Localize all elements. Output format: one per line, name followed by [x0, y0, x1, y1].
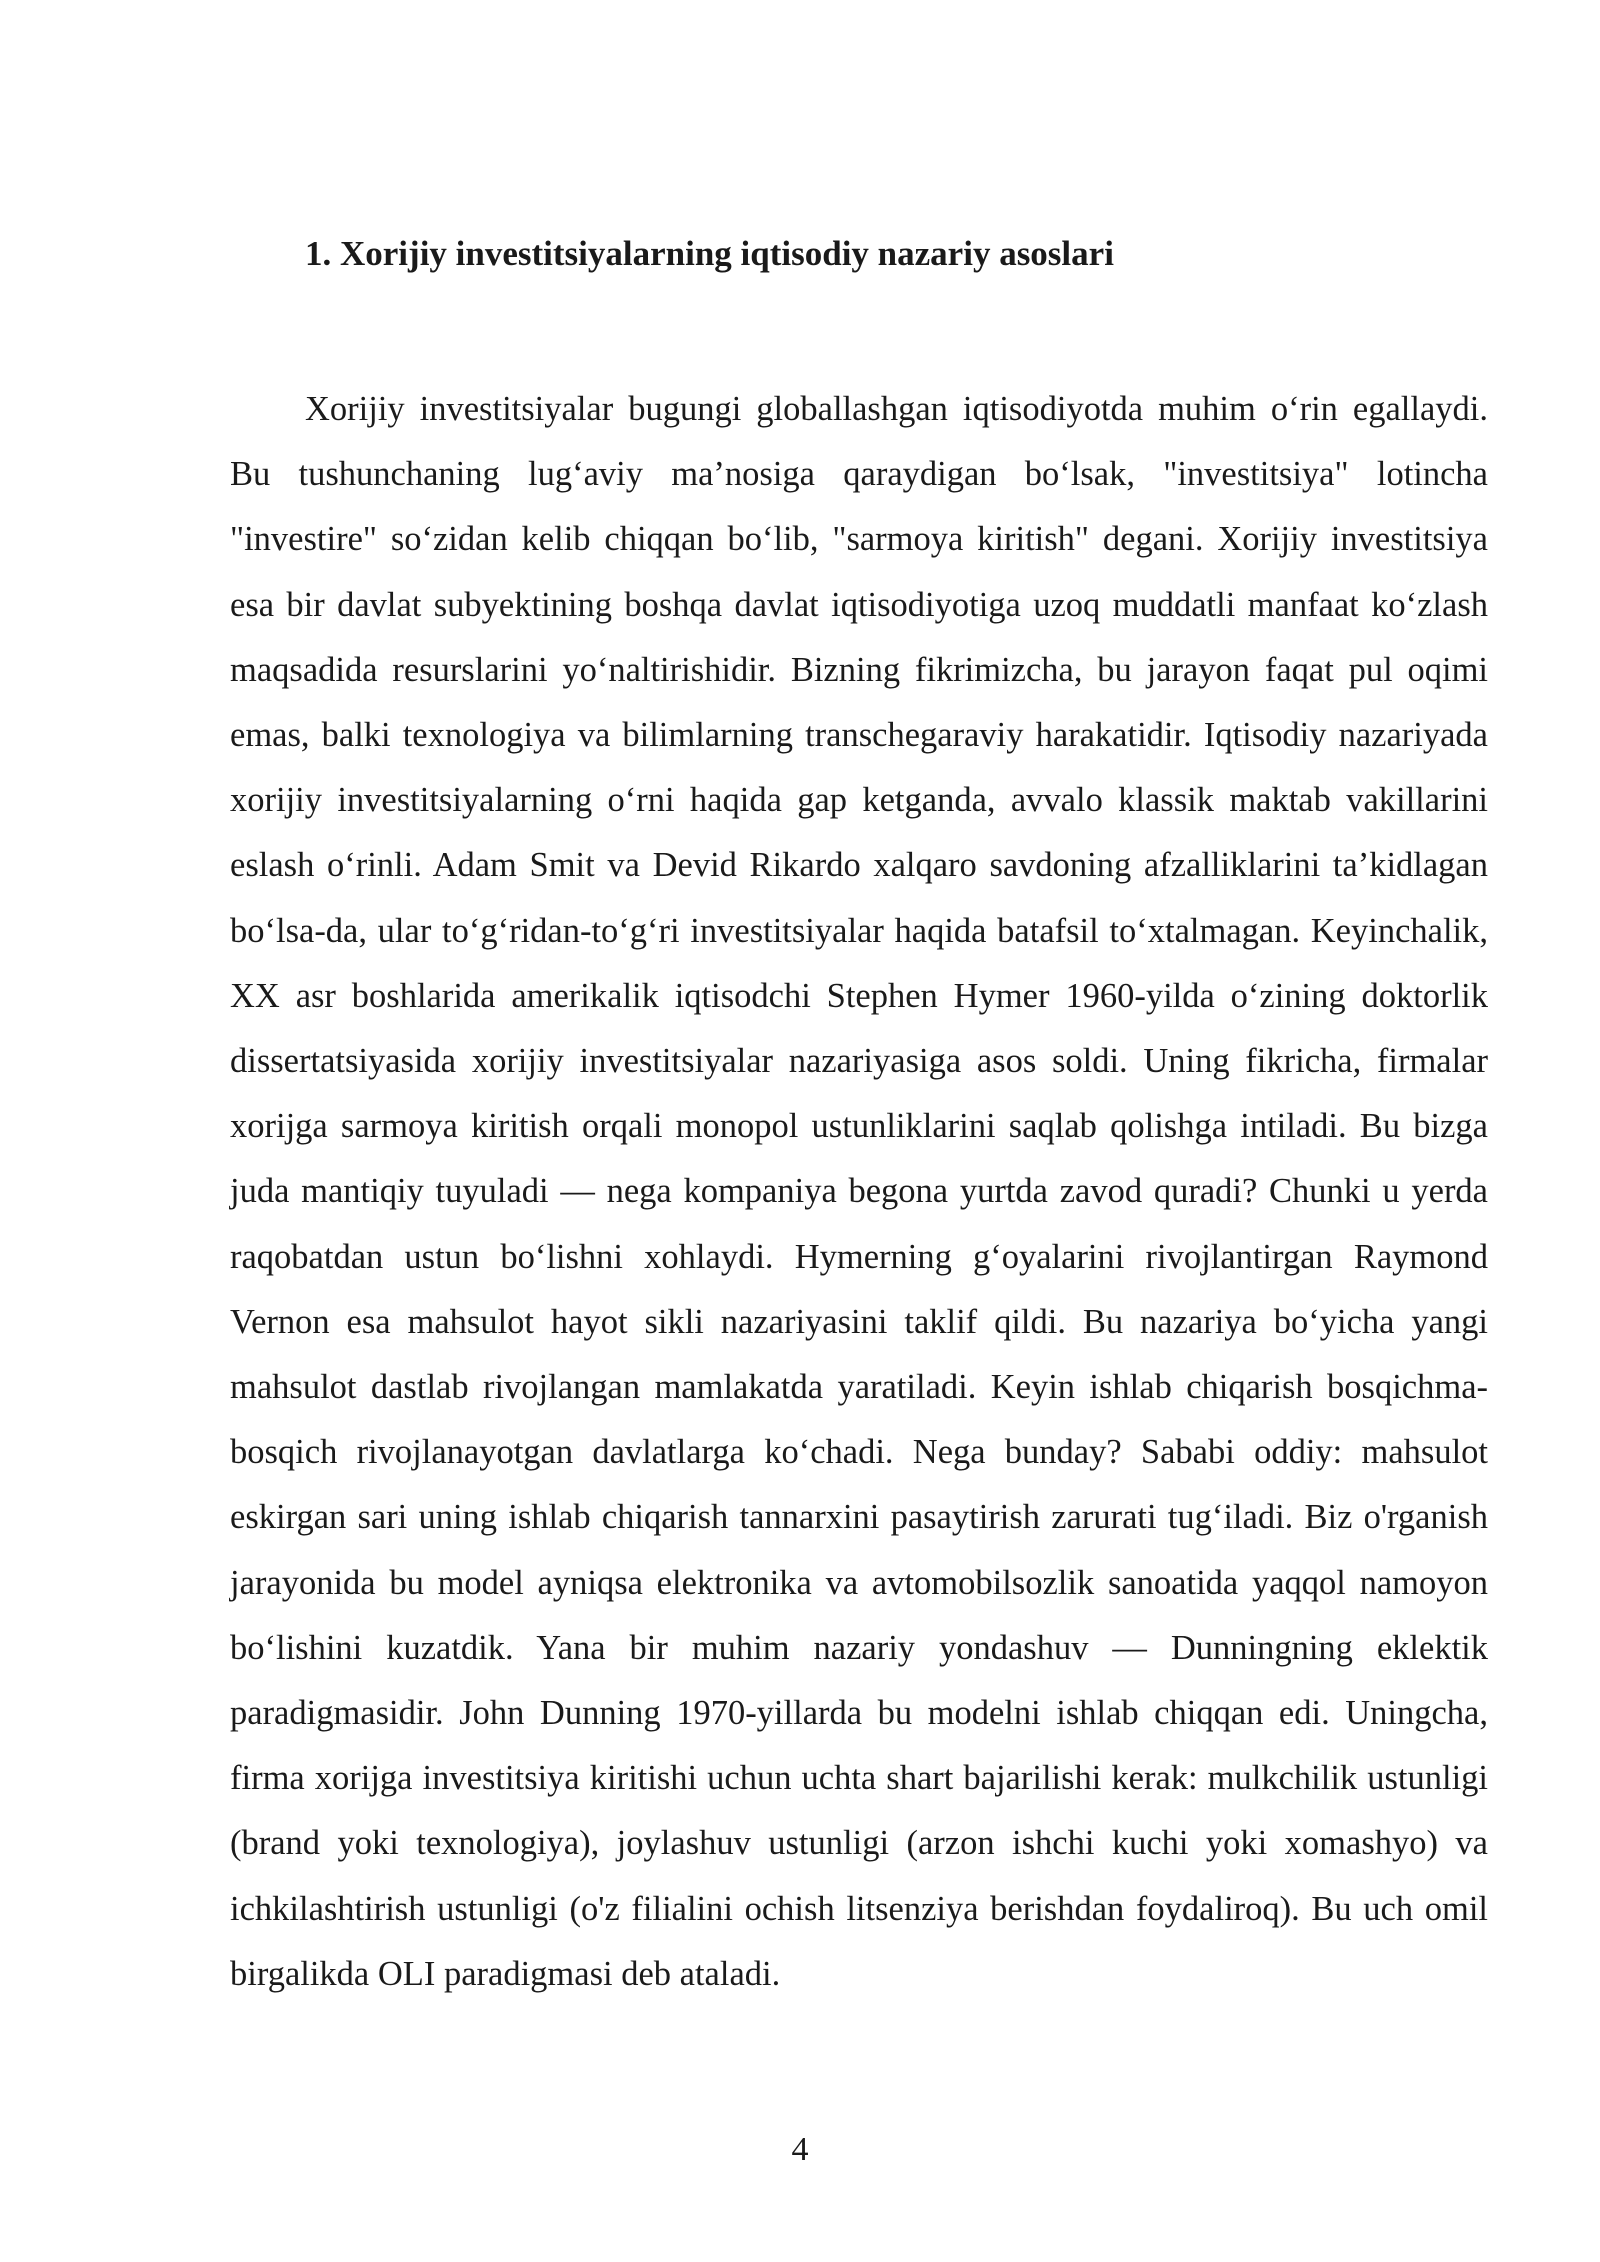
section-heading: 1. Xorijiy investitsiyalarning iqtisodiy nazariy asoslari	[305, 234, 1114, 273]
page-number: 4	[791, 2131, 809, 2168]
body-paragraph: Xorijiy investitsiyalar bugungi globallashgan iqtisodiyotda muhim o‘rin egallaydi. Bu tushunchaning lug‘aviy ma’nosiga qaraydigan bo‘lsak, "investitsiya" lotincha "investire" so‘zidan kelib chiqqan bo‘lib, "sarmoya kiritish" degani. Xorijiy investitsiya esa bir davlat subyektining boshqa davlat iqtisodiyotiga uzoq muddatli manfaat ko‘zlash maqsadida resurslarini yo‘naltirishidir. Bizning fikrimizcha, bu jarayon faqat pul oqimi emas, balki texnologiya va bilimlarning transchegaraviy harakatidir. Iqtisodiy nazariyada xorijiy investitsiyalarning o‘rni haqida gap ketganda, avvalo klassik maktab vakillarini eslash o‘rinli. Adam Smit va Devid Rikardo xalqaro savdoning afzalliklarini ta’kidlagan bo‘lsa-da, ular to‘g‘ridan-to‘g‘ri investitsiyalar haqida batafsil to‘xtalmagan. Keyinchalik, XX asr boshlarida amerikalik iqtisodchi Stephen Hymer 1960-yilda o‘zining doktorlik dissertatsiyasida xorijiy investitsiyalar nazariyasiga asos soldi. Uning fikricha, firmalar xorijga sarmoya kiritish orqali monopol ustunliklarini saqlab qolishga intiladi. Bu bizga juda mantiqiy tuyuladi — nega kompaniya begona yurtda zavod quradi? Chunki u yerda raqobatdan ustun bo‘lishni xohlaydi. Hymerning g‘oyalarini rivojlantirgan Raymond Vernon esa mahsulot hayot sikli nazariyasini taklif qildi. Bu nazariya bo‘yicha yangi mahsulot dastlab rivojlangan mamlakatda yaratiladi. Keyin ishlab chiqarish bosqichma-bosqich rivojlanayotgan davlatlarga ko‘chadi. Nega bunday? Sababi oddiy: mahsulot eskirgan sari uning ishlab chiqarish tannarxini pasaytirish zarurati tug‘iladi. Biz o'rganish jarayonida bu model ayniqsa elektronika va avtomobilsozlik sanoatida yaqqol namoyon bo‘lishini kuzatdik. Yana bir muhim nazariy yondashuv — Dunningning eklektik paradigmasidir. John Dunning 1970-yillarda bu modelni ishlab chiqqan edi. Uningcha, firma xorijga investitsiya kiritishi uchun uchta shart bajarilishi kerak: mulkchilik ustunligi (brand yoki texnologiya), joylashuv ustunligi (arzon ishchi kuchi yoki xomashyo) va ichkilashtirish ustunligi (o'z filialini ochish litsenziya berishdan foydaliroq). Bu uch omil birgalikda OLI paradigmasi deb ataladi.	[230, 390, 1488, 1993]
